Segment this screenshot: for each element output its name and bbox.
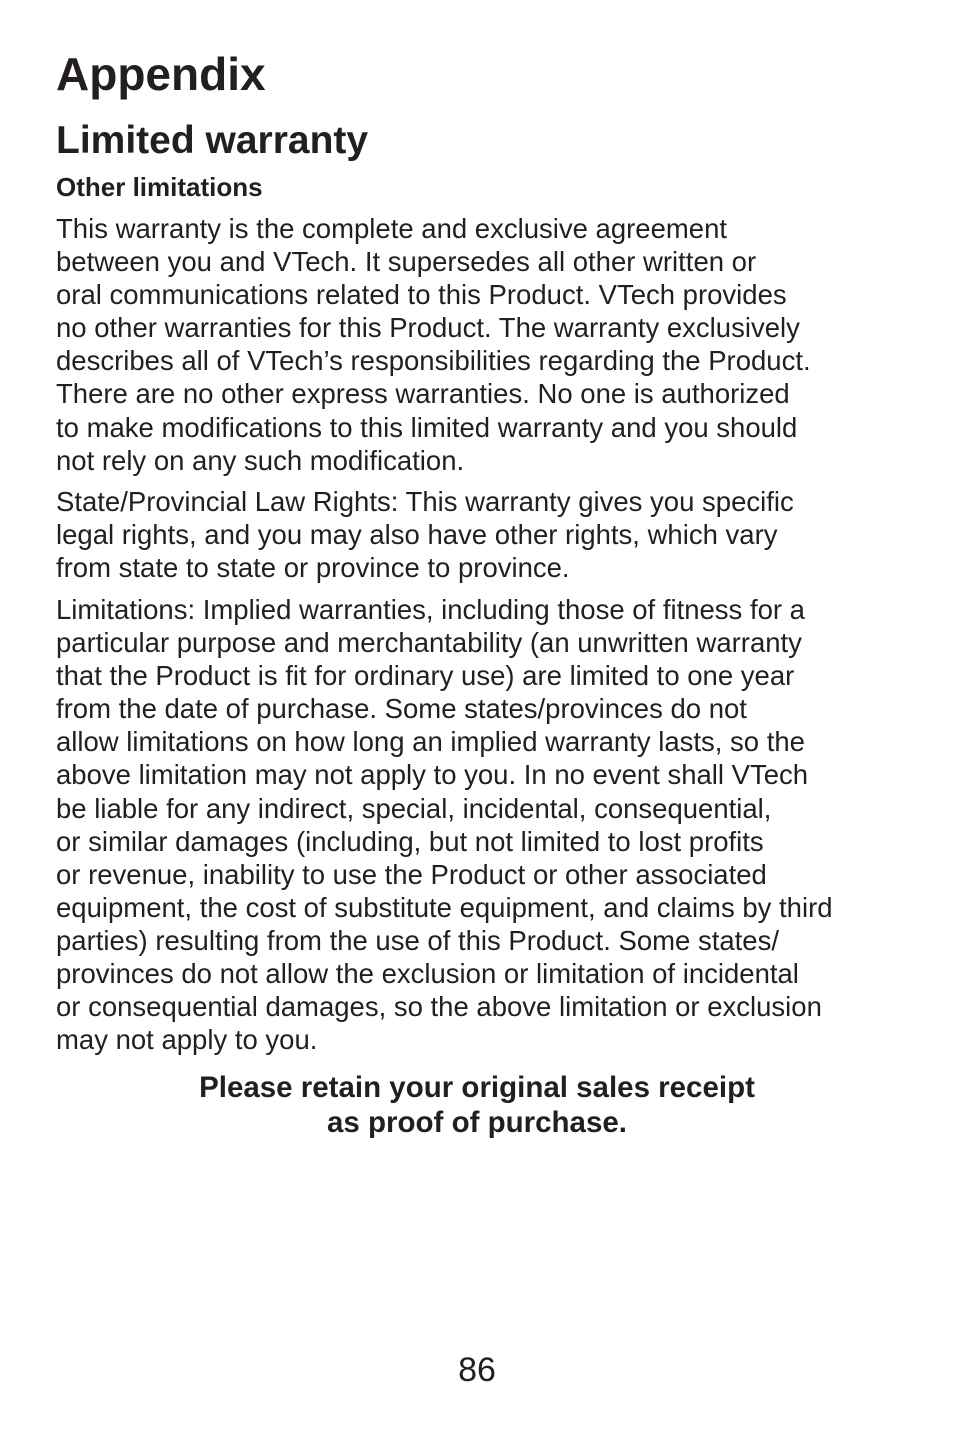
paragraph-line: legal rights, and you may also have other rights, which vary: [56, 519, 778, 551]
paragraph-line: from the date of purchase. Some states/provinces do not: [56, 693, 747, 725]
paragraph-line: be liable for any indirect, special, incidental, consequential,: [56, 792, 772, 824]
paragraph-line: There are no other express warranties. No one is authorized: [56, 378, 790, 410]
paragraph-line: Limitations: Implied warranties, including those of fitness for a: [56, 594, 805, 625]
paragraph-line: particular purpose and merchantability (an unwritten warranty: [56, 627, 802, 659]
paragraph-limitations: [56, 593, 902, 1056]
receipt-notice-line: Please retain your original sales receipt: [199, 1071, 755, 1104]
paragraph-line: that the Product is fit for ordinary use) are limited to one year: [56, 660, 795, 692]
paragraph-line: provinces do not allow the exclusion or limitation of incidental: [56, 958, 799, 990]
paragraph-line: no other warranties for this Product. The warranty exclusively: [56, 312, 800, 344]
paragraph-line: This warranty is the complete and exclusive agreement: [56, 213, 728, 244]
paragraph-agreement: [56, 212, 902, 477]
paragraph-line: describes all of VTech’s responsibilities regarding the Product.: [56, 345, 811, 377]
paragraph-line: equipment, the cost of substitute equipment, and claims by third: [56, 891, 833, 923]
paragraph-line: between you and VTech. It supersedes all other written or: [56, 246, 757, 278]
paragraph-line: to make modifications to this limited warranty and you should: [56, 411, 798, 443]
paragraph-line: allow limitations on how long an implied warranty lasts, so the: [56, 726, 805, 758]
paragraph-line: State/Provincial Law Rights: This warranty gives you specific: [56, 486, 794, 517]
page-heading: Appendix: [56, 48, 266, 100]
page-number: 86: [458, 1351, 496, 1389]
receipt-notice: [56, 1070, 898, 1140]
paragraph-line: or revenue, inability to use the Product or other associated: [56, 858, 767, 890]
paragraph-line: above limitation may not apply to you. In no event shall VTech: [56, 759, 809, 791]
paragraph-line: oral communications related to this Product. VTech provides: [56, 279, 787, 311]
subsection-title: Other limitations: [56, 172, 263, 202]
paragraph-line: not rely on any such modification.: [56, 444, 465, 476]
section-title: Limited warranty: [56, 119, 369, 162]
paragraph-line: or consequential damages, so the above limitation or exclusion: [56, 991, 822, 1023]
paragraph-law-rights: [56, 485, 902, 584]
receipt-notice-line: as proof of purchase.: [327, 1106, 627, 1139]
paragraph-line: parties) resulting from the use of this Product. Some states/: [56, 924, 779, 956]
paragraph-line: may not apply to you.: [56, 1024, 318, 1056]
paragraph-line: from state to state or province to province.: [56, 552, 570, 584]
paragraph-line: or similar damages (including, but not limited to lost profits: [56, 825, 764, 857]
